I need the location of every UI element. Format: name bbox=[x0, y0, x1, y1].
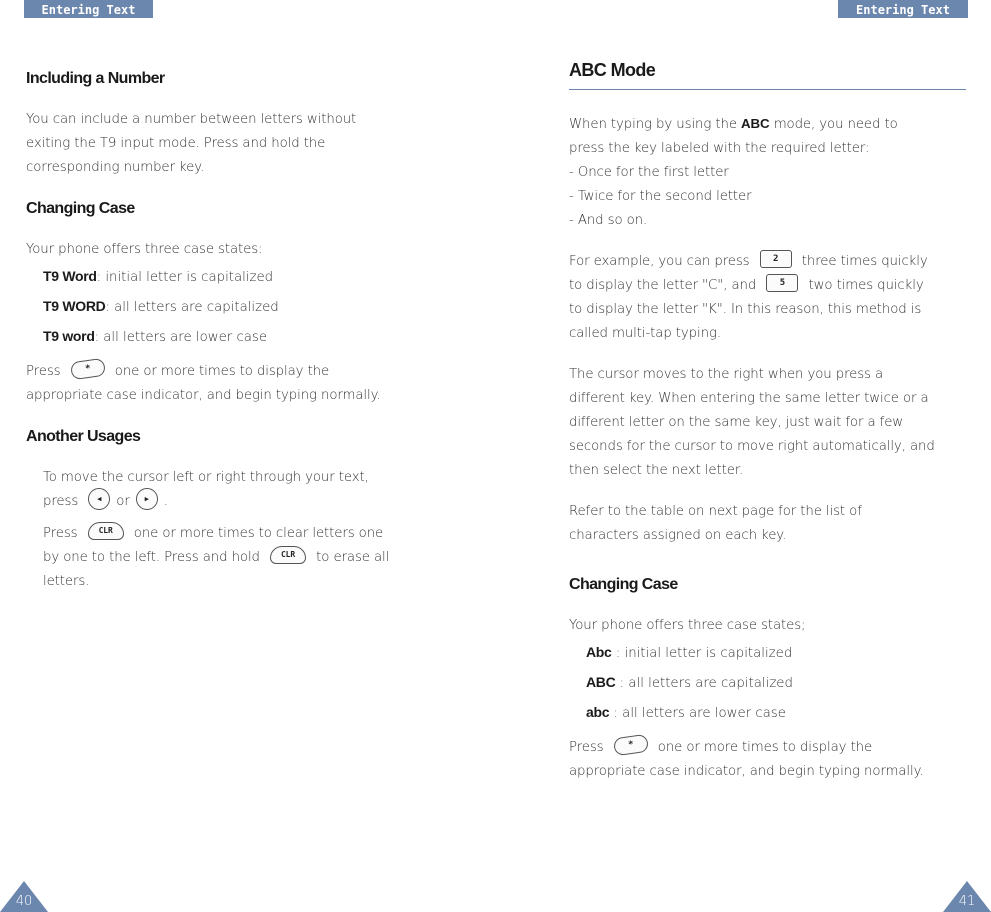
nav-left-key-icon: ◂ bbox=[88, 488, 110, 510]
example-line1 bbox=[569, 250, 969, 274]
clr-line1 bbox=[26, 522, 446, 546]
right-page bbox=[495, 0, 991, 912]
star-key-icon: * bbox=[613, 734, 649, 757]
clr-key-icon: CLR bbox=[88, 522, 124, 540]
another-usages-title: Another Usages bbox=[26, 428, 141, 445]
case-state-item bbox=[569, 668, 969, 698]
abc-intro-line1 bbox=[569, 112, 969, 137]
move-end-text: . bbox=[163, 494, 168, 509]
right-page-number: 41 bbox=[958, 894, 976, 909]
cursor-line: different letter on the same key, just wait for a few bbox=[569, 415, 904, 430]
case-state-desc: : all letters are lower case bbox=[94, 330, 268, 345]
right-changing-case-intro: Your phone offers three case states; bbox=[569, 618, 806, 633]
move-press-text: press bbox=[43, 494, 79, 509]
right-header-tab: Entering Text bbox=[838, 0, 968, 18]
changing-case-intro: Your phone offers three case states: bbox=[26, 242, 263, 257]
case-state-item bbox=[569, 638, 969, 668]
press-after-text: one or more times to display the bbox=[657, 740, 873, 755]
case-state-item bbox=[569, 698, 969, 728]
move-or-text: or bbox=[116, 494, 130, 509]
including-number-title: Including a Number bbox=[26, 70, 165, 87]
left-content bbox=[26, 70, 446, 594]
right-press-star-line2: appropriate case indicator, and begin typing normally. bbox=[569, 764, 924, 779]
clr-key-icon: CLR bbox=[270, 546, 306, 564]
example-line2b-text: two times quickly bbox=[808, 278, 924, 293]
case-state-name: T9 Word bbox=[43, 268, 97, 284]
abc-intro-bold: ABC bbox=[741, 116, 770, 131]
refer-line: Refer to the table on next page for the list of bbox=[569, 504, 862, 519]
case-state-desc: : initial letter is capitalized bbox=[96, 270, 274, 285]
example-mid-text: three times quickly bbox=[801, 254, 928, 269]
example-line4: called multi-tap typing. bbox=[569, 326, 721, 341]
case-state-name: Abc bbox=[586, 644, 612, 660]
press-text: Press bbox=[26, 364, 61, 379]
abc-intro-before: When typing by using the bbox=[569, 117, 737, 132]
clr-after-text: one or more times to clear letters one bbox=[133, 526, 384, 541]
clr-line2a-text: by one to the left. Press and hold bbox=[43, 550, 260, 565]
press-star-line2: appropriate case indicator, and begin typing normally. bbox=[26, 388, 381, 403]
left-page-number-badge bbox=[0, 881, 48, 912]
cursor-line: then select the next letter. bbox=[569, 463, 744, 478]
example-line2a-text: to display the letter "C", and bbox=[569, 278, 757, 293]
case-state-name: T9 WORD bbox=[43, 298, 106, 314]
left-page bbox=[0, 0, 495, 912]
abc-bullet: - And so on. bbox=[569, 213, 648, 228]
case-state-name: T9 word bbox=[43, 328, 95, 344]
clr-line2b-text: to erase all bbox=[316, 550, 390, 565]
abc-intro-after: mode, you need to bbox=[773, 117, 898, 132]
case-state-item bbox=[26, 322, 446, 352]
move-cursor-line2 bbox=[26, 490, 446, 514]
example-before-text: For example, you can press bbox=[569, 254, 750, 269]
case-state-desc: : all letters are capitalized bbox=[615, 676, 793, 691]
left-page-number: 40 bbox=[15, 894, 33, 909]
example-line3: to display the letter "K". In this reason, this method is bbox=[569, 302, 922, 317]
cursor-line: seconds for the cursor to move right automatically, and bbox=[569, 439, 935, 454]
including-number-line: You can include a number between letters without bbox=[26, 112, 357, 127]
clr-press-text: Press bbox=[43, 526, 78, 541]
press-star-line bbox=[26, 360, 446, 384]
refer-line: characters assigned on each key. bbox=[569, 528, 787, 543]
case-state-desc: : all letters are lower case bbox=[609, 706, 786, 721]
case-state-desc: : initial letter is capitalized bbox=[611, 646, 793, 661]
including-number-line: exiting the T9 input mode. Press and hold the bbox=[26, 136, 326, 151]
including-number-line: corresponding number key. bbox=[26, 160, 205, 175]
clr-line2 bbox=[26, 546, 446, 570]
cursor-line: The cursor moves to the right when you press a bbox=[569, 367, 884, 382]
right-content bbox=[569, 60, 969, 784]
key-2-icon: 2 bbox=[760, 250, 792, 268]
press-text: Press bbox=[569, 740, 604, 755]
clr-line3: letters. bbox=[43, 574, 90, 589]
move-cursor-line1: To move the cursor left or right through your text, bbox=[43, 470, 369, 485]
case-state-desc: : all letters are capitalized bbox=[105, 300, 279, 315]
example-line2 bbox=[569, 274, 969, 298]
right-page-number-badge bbox=[943, 881, 991, 912]
changing-case-title: Changing Case bbox=[26, 200, 135, 217]
abc-mode-title: ABC Mode bbox=[569, 60, 656, 80]
case-state-item bbox=[26, 292, 446, 322]
abc-bullet: - Twice for the second letter bbox=[569, 189, 752, 204]
abc-intro-line2: press the key labeled with the required letter: bbox=[569, 141, 870, 156]
abc-bullet: - Once for the first letter bbox=[569, 165, 729, 180]
cursor-line: different key. When entering the same letter twice or a bbox=[569, 391, 929, 406]
press-after-text: one or more times to display the bbox=[114, 364, 330, 379]
key-5-icon: 5 bbox=[766, 274, 798, 292]
star-key-icon: * bbox=[70, 358, 106, 381]
right-changing-case-title: Changing Case bbox=[569, 576, 678, 593]
nav-right-key-icon: ▸ bbox=[136, 488, 158, 510]
case-state-item bbox=[26, 262, 446, 292]
left-header-tab: Entering Text bbox=[24, 0, 153, 18]
case-state-name: abc bbox=[586, 704, 610, 720]
right-press-star-line bbox=[569, 736, 969, 760]
case-state-name: ABC bbox=[586, 674, 616, 690]
